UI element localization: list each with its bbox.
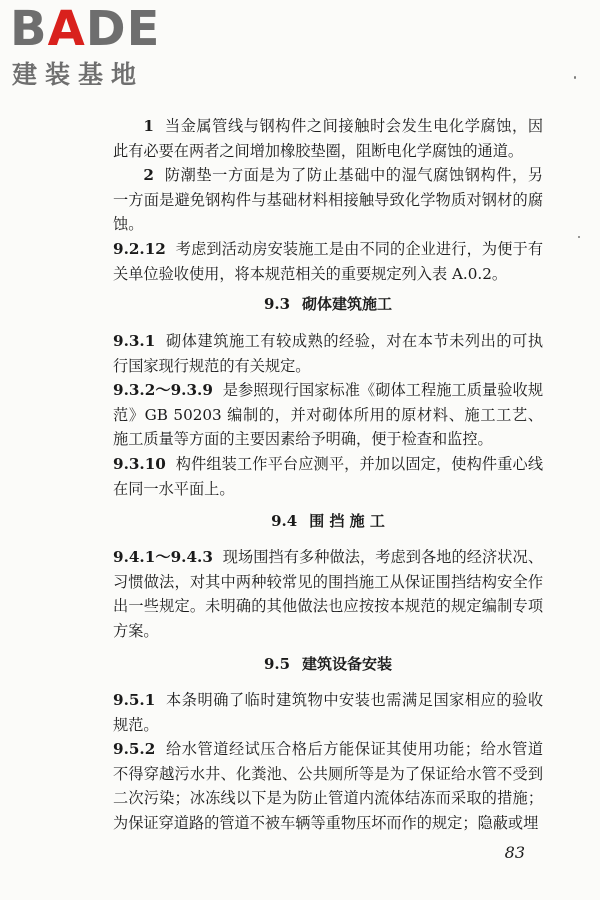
section-title: 建筑设备安装 — [302, 655, 393, 673]
logo-letters-de: DE — [85, 1, 161, 57]
section-heading-9-5 — [113, 653, 543, 675]
logo-letter-a: A — [47, 1, 86, 57]
clause-number: 9.3.2～9.3.9 — [113, 381, 213, 399]
clause-text: 现场围挡有多种做法，考虑到各地的经济状况、习惯做法，对其中两种较常见的围挡施工从保证围挡结构安全作出一些规定。未明确的其他做法也应按按本规范的规定编制专项方案。 — [113, 548, 544, 640]
section-heading-9-3 — [113, 293, 543, 315]
section-number: 9.3 — [263, 295, 291, 313]
section-number: 9.5 — [263, 655, 291, 673]
paragraph-text: 当金属管线与钢构件之间接触时会发生电化学腐蚀，因此有必要在两者之间增加橡胶垫圈，阻断电化学腐蚀的通道。 — [113, 117, 544, 160]
section-number: 9.4 — [271, 512, 298, 530]
item-number: 2 — [143, 166, 154, 184]
clause-number: 9.5.1 — [113, 691, 156, 709]
clause-9-2-12 — [113, 237, 543, 286]
item-number: 1 — [143, 117, 154, 135]
paragraph-text: 防潮垫一方面是为了防止基础中的湿气腐蚀钢构件，另一方面是避免钢构件与基础材料相接触导致化学物质对钢材的腐蚀。 — [113, 166, 544, 233]
section-title: 砌体建筑施工 — [302, 295, 393, 313]
clause-text: 是参照现行国家标准《砌体工程施工质量验收规范》GB 50203 编制的，并对砌体所用的原材料、施工工艺、施工质量等方面的主要因素给予明确，便于检查和监控。 — [113, 381, 544, 448]
logo — [10, 1, 180, 94]
clause-9-4-1-3 — [113, 545, 543, 643]
clause-9-3-10 — [113, 452, 543, 501]
clause-text: 构件组装工作平台应测平，并加以固定，使构件重心线在同一水平面上。 — [113, 455, 544, 498]
clause-9-3-2-9 — [113, 378, 543, 452]
clause-number: 9.2.12 — [113, 240, 166, 258]
clause-number: 9.3.10 — [113, 455, 166, 473]
logo-letter-b: B — [10, 1, 48, 57]
logo-subtitle: 建装基地 — [12, 60, 145, 89]
clause-number: 9.4.1～9.4.3 — [113, 548, 213, 566]
clause-text: 本条明确了临时建筑物中安装也需满足国家相应的验收规范。 — [113, 691, 544, 734]
clause-text: 考虑到活动房安装施工是由不同的企业进行，为便于有关单位验收使用，将本规范相关的重要规定列入表 A.0.2。 — [113, 240, 544, 283]
clause-9-5-2 — [113, 737, 543, 835]
clause-number: 9.5.2 — [113, 740, 156, 758]
page-number: 83 — [504, 843, 525, 862]
clause-9-3-1 — [113, 329, 543, 378]
paragraph-item-2 — [113, 163, 543, 237]
logo-wordmark — [10, 1, 161, 57]
paragraph-item-1 — [113, 114, 543, 163]
clause-text: 给水管道经试压合格后方能保证其使用功能；给水管道不得穿越污水井、化粪池、公共厕所等是为了保证给水管不受到二次污染；冰冻线以下是为防止管道内流体结冻而采取的措施；为保证穿道路的管道不被车辆等重物压坏而作的规定；隐蔽或埋 — [113, 740, 544, 832]
section-heading-9-4 — [113, 510, 543, 532]
clause-number: 9.3.1 — [113, 332, 156, 350]
scan-speck — [574, 76, 576, 79]
section-title: 围 挡 施 工 — [309, 512, 385, 530]
clause-9-5-1 — [113, 688, 543, 737]
clause-text: 砌体建筑施工有较成熟的经验，对在本节未列出的可执行国家现行规范的有关规定。 — [113, 332, 544, 375]
scan-speck — [578, 236, 580, 238]
